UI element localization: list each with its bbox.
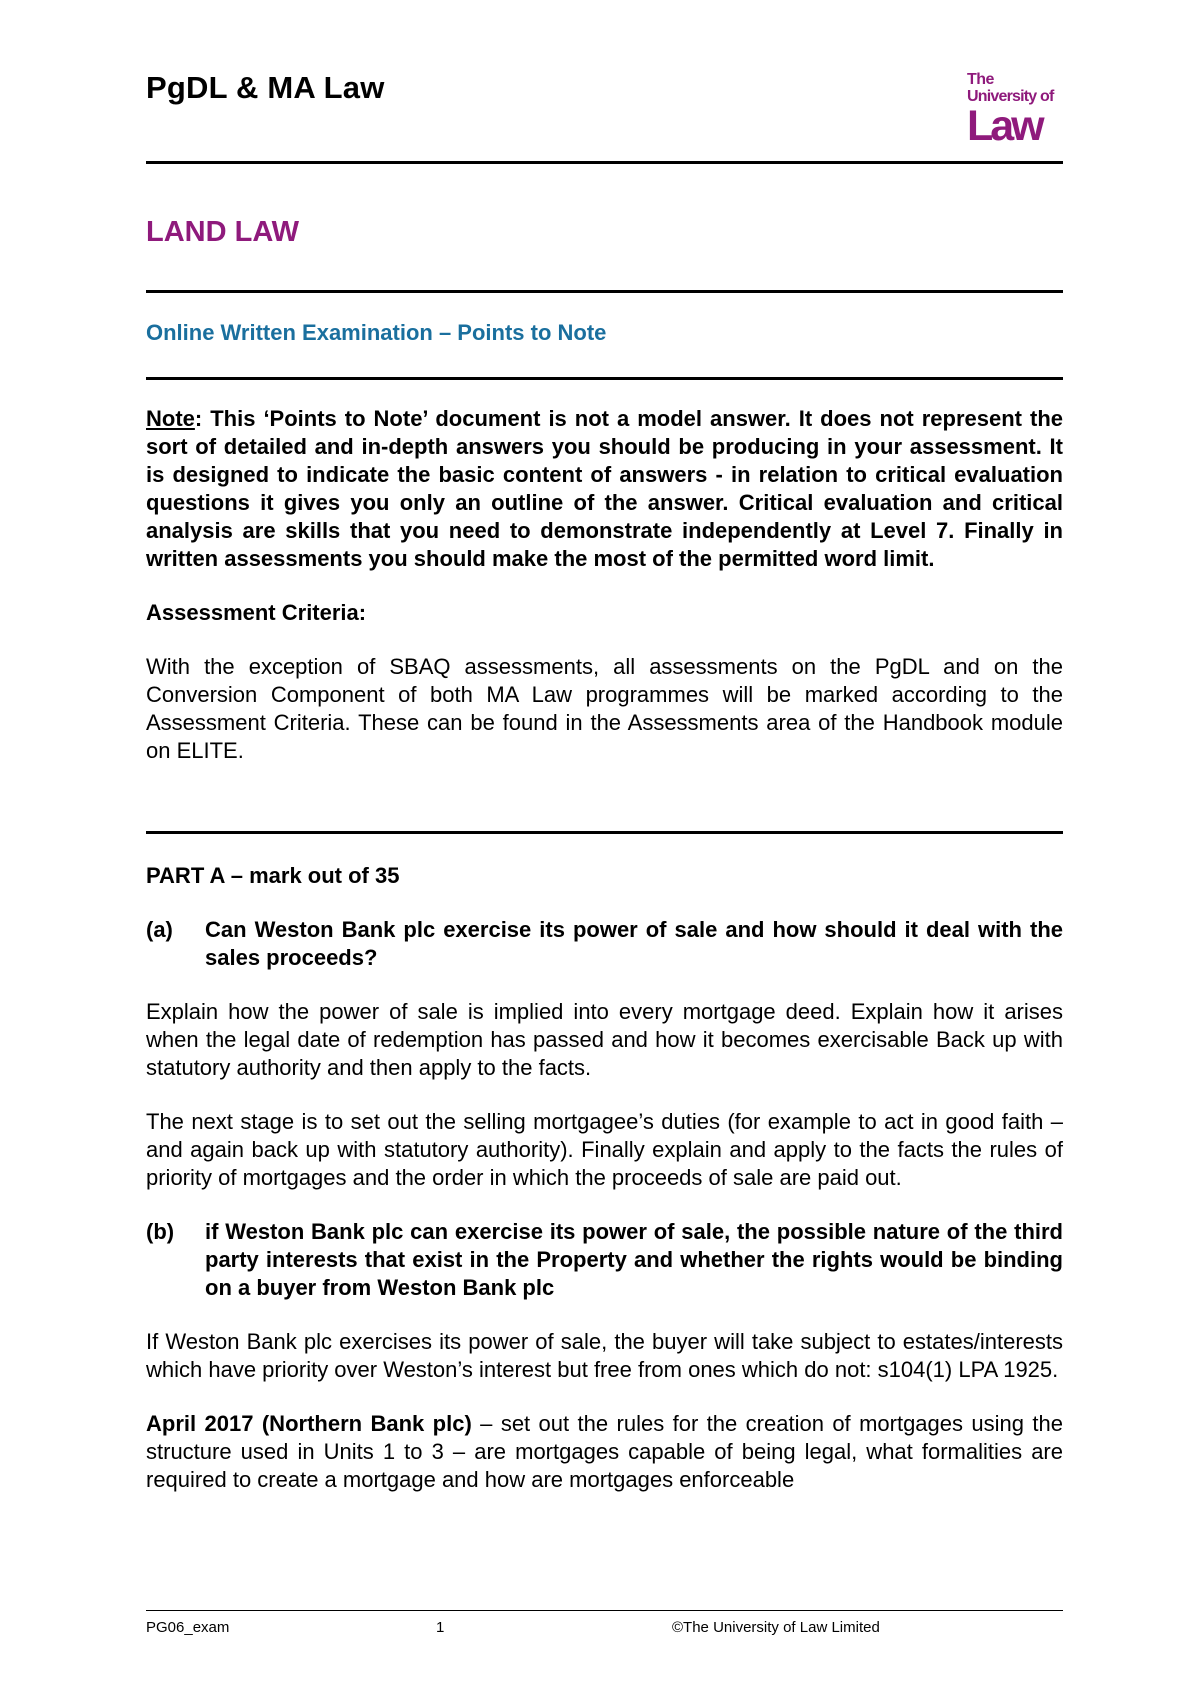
logo-line-1: The	[967, 71, 994, 88]
university-logo	[967, 71, 1057, 150]
subject-divider	[146, 290, 1063, 293]
footer-divider	[146, 1610, 1063, 1611]
part-a-body	[146, 862, 1063, 1520]
header-title: PgDL & MA Law	[146, 70, 385, 105]
criteria-paragraph: With the exception of SBAQ assessments, all assessments on the PgDL and on the Conversion Component of both MA Law programmes will be marked according to the Assessment Criteria. These can be found in the Assessments area of the Handbook module on ELITE.	[146, 654, 1063, 763]
note-label: Note	[146, 406, 195, 431]
april-2017-heading: April 2017 (Northern Bank plc)	[146, 1411, 472, 1436]
logo-line-3: Law	[967, 102, 1042, 150]
april-2017-text: – set out the rules for the creation of mortgages using the structure used in Units 1 to 3 – are mortgages capable of being legal, what formalities are required to create a mortgage and how are mortgages enforceable	[146, 1411, 1063, 1492]
answer-a-paragraph-1: Explain how the power of sale is implied into every mortgage deed. Explain how it arises when the legal date of redemption has passed and how it becomes exercisable Back up with statutory authority and then apply to the facts.	[146, 999, 1063, 1080]
question-a-label: (a)	[146, 917, 173, 942]
logo-line-2: University of	[967, 88, 1054, 105]
header-divider	[146, 161, 1063, 164]
question-b-text: if Weston Bank plc can exercise its power of sale, the possible nature of the third party interests that exist in the Property and whether the rights would be binding on a buyer from Weston Bank plc	[205, 1219, 1063, 1300]
question-b-label: (b)	[146, 1219, 175, 1244]
question-a	[146, 916, 1063, 972]
document-body	[146, 405, 1063, 791]
part-a-heading: PART A – mark out of 35	[146, 863, 400, 888]
criteria-heading: Assessment Criteria:	[146, 600, 367, 625]
footer-copyright: ©The University of Law Limited	[672, 1619, 880, 1636]
note-paragraph	[146, 405, 1063, 573]
answer-b-paragraph-1: If Weston Bank plc exercises its power of sale, the buyer will take subject to estates/interests which have priority over Weston’s interest but free from ones which do not: s104(1) LPA 1925.	[146, 1329, 1063, 1382]
subject-title: LAND LAW	[146, 216, 300, 248]
question-b	[146, 1218, 1063, 1302]
answer-b-paragraph-2	[146, 1410, 1063, 1494]
document-subtitle: Online Written Examination – Points to Note	[146, 320, 607, 345]
answer-a-paragraph-2: The next stage is to set out the selling mortgagee’s duties (for example to act in good faith – and again back up with statutory authority). Finally explain and apply to the facts the rules of priority of mortgages and the order in which the proceeds of sale are paid out.	[146, 1109, 1063, 1190]
note-text: : This ‘Points to Note’ document is not a model answer. It does not represent the sort of detailed and in-depth answers you should be producing in your assessment. It is designed to indicate the basic content of answers - in relation to critical evaluation questions it gives you only an outline of the answer. Critical evaluation and critical analysis are skills that you need to demonstrate independently at Level 7. Finally in written assessments you should make the most of the permitted word limit.	[146, 406, 1063, 571]
footer-code: PG06_exam	[146, 1619, 230, 1636]
question-a-text: Can Weston Bank plc exercise its power of sale and how should it deal with the sales proceeds?	[205, 917, 1063, 970]
subtitle-divider	[146, 377, 1063, 380]
footer-page-number: 1	[436, 1619, 445, 1636]
part-a-divider	[146, 831, 1063, 834]
